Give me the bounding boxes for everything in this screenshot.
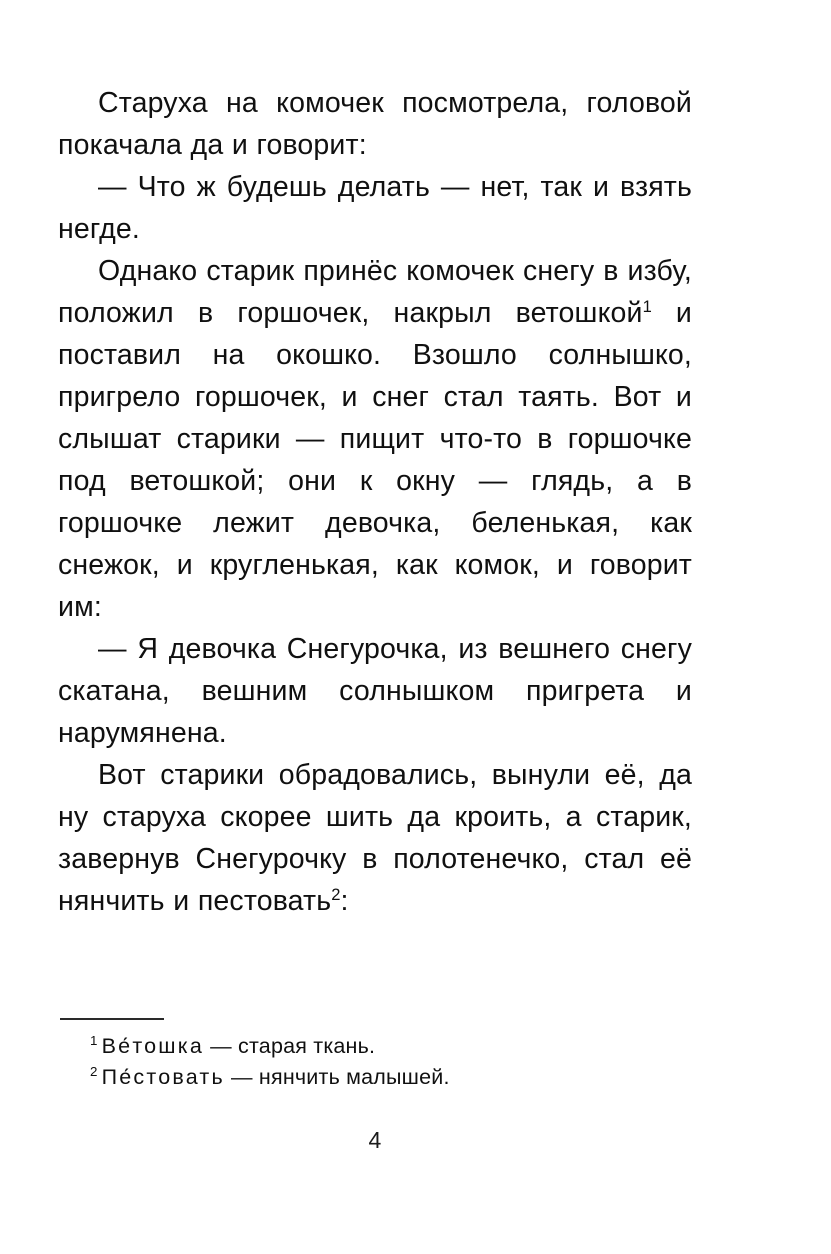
- footnote-headword-2: Пе́стовать: [101, 1065, 225, 1089]
- footnote-section: [58, 1018, 692, 1093]
- paragraph-4: — Я девочка Снегурочка, из вешнего снегу скатана, вешним солнышком пригрета и нарумянена.: [58, 633, 692, 749]
- paragraph-5-text-before-footnote-ref: Вот старики обрадовались, вынули её, да ну старуха скорее шить да кроить, а старик, завернув Снегурочку в полотенечко, стал её нянчить и пестовать: [58, 759, 692, 917]
- paragraph-3-text-after-footnote-ref: и поставил на окошко. Взошло солнышко, пригрело горшочек, и снег стал таять. Вот и слышат старики — пищит что-то в горшочке под ветошкой; они к окну — глядь, а в горшочке лежит девочка, беленькая, как снежок, и кругленькая, как комок, и говорит им:: [58, 297, 692, 623]
- paragraph-5: [58, 754, 692, 922]
- paragraph-5-text-after-footnote-ref: :: [340, 885, 349, 917]
- footnote-definition-2: — нянчить малышей.: [224, 1065, 450, 1089]
- footnote-definition-1: — старая ткань.: [203, 1034, 376, 1058]
- footnote-marker-2: 2: [90, 1063, 98, 1079]
- footnote-item-1: [58, 1031, 692, 1062]
- footnote-headword-1: Ве́тошка: [101, 1034, 204, 1058]
- paragraph-1: Старуха на комочек посмотрела, головой покачала да и говорит:: [58, 87, 692, 161]
- page-number: 4: [368, 1127, 382, 1153]
- footnote-ref-1[interactable]: 1: [642, 296, 652, 316]
- footnote-ref-2[interactable]: 2: [331, 884, 341, 904]
- paragraph-3-text-before-footnote-ref: Однако старик принёс комочек снегу в избу, положил в горшочек, накрыл ветошкой: [58, 255, 692, 329]
- paragraph-3: [58, 250, 692, 628]
- body-text-column: [58, 82, 692, 922]
- paragraph-2: — Что ж будешь делать — нет, так и взять негде.: [58, 171, 692, 245]
- footnote-marker-1: 1: [90, 1032, 98, 1048]
- footnote-separator-rule: [60, 1018, 164, 1020]
- footnote-item-2: [58, 1062, 692, 1093]
